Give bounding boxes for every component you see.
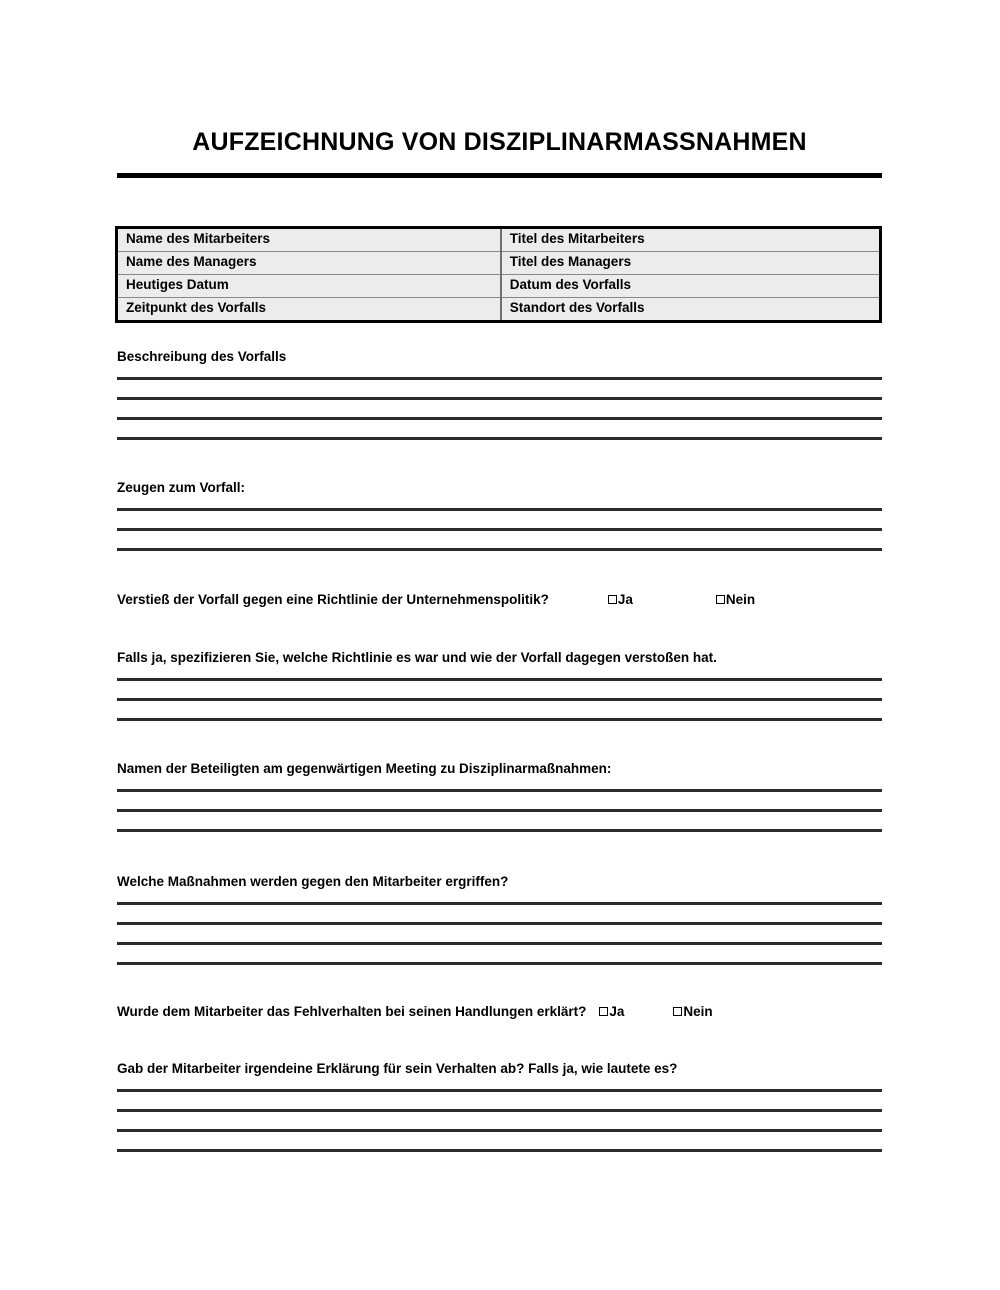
- checkbox-misconduct-explained-yes[interactable]: [599, 1004, 624, 1019]
- write-line[interactable]: [117, 789, 882, 792]
- label-meeting-attendees: Namen der Beteiligten am gegenwärtigen Meeting zu Disziplinarmaßnahmen:: [117, 761, 612, 776]
- write-line[interactable]: [117, 417, 882, 420]
- field-label-incident-location[interactable]: Standort des Vorfalls: [501, 297, 879, 319]
- write-lines-witnesses: [117, 508, 882, 551]
- write-line[interactable]: [117, 718, 882, 721]
- field-label-todays-date[interactable]: Heutiges Datum: [118, 274, 501, 297]
- question-policy-violation: [117, 592, 882, 607]
- write-line[interactable]: [117, 1129, 882, 1132]
- field-label-employee-name[interactable]: Name des Mitarbeiters: [118, 229, 501, 251]
- section-incident-description: [117, 348, 882, 440]
- label-policy-specify: Falls ja, spezifizieren Sie, welche Richtlinie es war und wie der Vorfall dagegen verstoßen hat.: [117, 650, 717, 665]
- field-label-incident-time[interactable]: Zeitpunkt des Vorfalls: [118, 297, 501, 319]
- checkbox-label-yes: Ja: [609, 1004, 625, 1019]
- checkbox-misconduct-explained-no[interactable]: [673, 1004, 712, 1019]
- write-line[interactable]: [117, 962, 882, 965]
- table-row: [118, 229, 879, 251]
- employee-info-table: [115, 226, 882, 323]
- checkbox-icon[interactable]: [716, 595, 725, 604]
- write-line[interactable]: [117, 678, 882, 681]
- section-actions-taken: [117, 873, 882, 965]
- label-incident-description: Beschreibung des Vorfalls: [117, 349, 287, 364]
- write-line[interactable]: [117, 437, 882, 440]
- write-line[interactable]: [117, 809, 882, 812]
- page-title: AUFZEICHNUNG VON DISZIPLINARMASSNAHMEN: [192, 128, 807, 156]
- field-label-manager-title[interactable]: Titel des Managers: [501, 251, 879, 274]
- label-actions-taken: Welche Maßnahmen werden gegen den Mitarbeiter ergriffen?: [117, 874, 509, 889]
- title-block: [117, 128, 882, 178]
- write-lines-incident-description: [117, 377, 882, 440]
- write-line[interactable]: [117, 528, 882, 531]
- label-employee-explanation: Gab der Mitarbeiter irgendeine Erklärung für sein Verhalten ab? Falls ja, wie lautete es?: [117, 1061, 678, 1076]
- label-misconduct-explained: Wurde dem Mitarbeiter das Fehlverhalten bei seinen Handlungen erklärt?: [117, 1004, 587, 1019]
- field-label-manager-name[interactable]: Name des Managers: [118, 251, 501, 274]
- checkbox-label-no: Nein: [725, 592, 756, 607]
- checkbox-label-no: Nein: [683, 1004, 713, 1019]
- write-line[interactable]: [117, 698, 882, 701]
- write-line[interactable]: [117, 548, 882, 551]
- write-line[interactable]: [117, 1149, 882, 1152]
- table-row: [118, 251, 879, 274]
- table-row: [118, 274, 879, 297]
- checkbox-label-yes: Ja: [617, 592, 633, 607]
- write-lines-actions-taken: [117, 902, 882, 965]
- label-witnesses: Zeugen zum Vorfall:: [117, 480, 246, 495]
- checkbox-policy-violation-no[interactable]: [716, 592, 755, 607]
- checkbox-icon[interactable]: [673, 1007, 682, 1016]
- write-line[interactable]: [117, 397, 882, 400]
- write-line[interactable]: [117, 1109, 882, 1112]
- table-row: [118, 297, 879, 319]
- checkbox-policy-violation-yes[interactable]: [608, 592, 633, 607]
- write-line[interactable]: [117, 922, 882, 925]
- section-policy-specify: [117, 649, 882, 721]
- write-lines-employee-explanation: [117, 1089, 882, 1152]
- write-line[interactable]: [117, 942, 882, 945]
- field-label-employee-title[interactable]: Titel des Mitarbeiters: [501, 229, 879, 251]
- write-line[interactable]: [117, 1089, 882, 1092]
- question-misconduct-explained: [117, 1004, 882, 1019]
- write-line[interactable]: [117, 902, 882, 905]
- write-line[interactable]: [117, 377, 882, 380]
- write-lines-meeting-attendees: [117, 789, 882, 832]
- section-witnesses: [117, 479, 882, 551]
- label-policy-violation: Verstieß der Vorfall gegen eine Richtlinie der Unternehmenspolitik?: [117, 592, 549, 607]
- checkbox-icon[interactable]: [608, 595, 617, 604]
- write-line[interactable]: [117, 508, 882, 511]
- section-employee-explanation: [117, 1060, 882, 1152]
- write-lines-policy-specify: [117, 678, 882, 721]
- write-line[interactable]: [117, 829, 882, 832]
- section-meeting-attendees: [117, 760, 882, 832]
- checkbox-icon[interactable]: [599, 1007, 608, 1016]
- field-label-incident-date[interactable]: Datum des Vorfalls: [501, 274, 879, 297]
- title-underline-rule: [117, 173, 882, 178]
